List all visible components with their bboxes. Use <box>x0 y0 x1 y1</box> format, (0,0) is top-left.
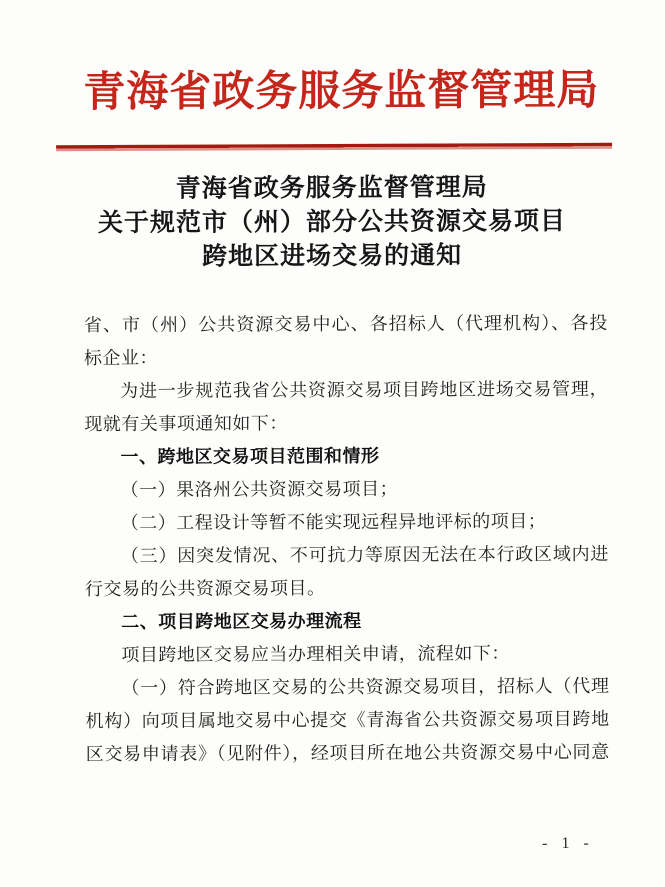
document-title-line-3: 跨地区进场交易的通知 <box>201 242 463 271</box>
body-line: 机构）向项目属地交易中心提交《青海省公共资源交易项目跨地 <box>85 708 610 732</box>
page-number: - 1 - <box>542 834 594 853</box>
body-line: （三）因突发情况、不可抗力等原因无法在本行政区域内进 <box>120 543 609 566</box>
body-line: 现就有关事项通知如下： <box>84 413 288 435</box>
body-line: （二）工程设计等暂不能实现远程异地评标的项目； <box>120 511 547 533</box>
body-line: （一）符合跨地区交易的公共资源交易项目，招标人（代理 <box>121 675 610 698</box>
body-line: （一）果洛州公共资源交易项目； <box>120 478 399 500</box>
body-line: 一、跨地区交易项目范围和情形 <box>120 445 380 467</box>
document-body <box>84 307 610 771</box>
document-title-line-1: 青海省政务服务监督管理局 <box>175 174 488 203</box>
document-title <box>0 171 665 276</box>
body-line: 行交易的公共资源交易项目。 <box>84 578 326 600</box>
body-line: 二、项目跨地区交易办理流程 <box>121 610 362 632</box>
body-line: 标企业： <box>83 347 159 369</box>
letterhead-divider <box>56 143 612 151</box>
body-line: 区交易申请表》（见附件），经项目所在地公共资源交易中心同意 <box>85 741 610 765</box>
body-line: 为进一步规范我省公共资源交易项目跨地区进场交易管理， <box>120 378 609 401</box>
body-line: 项目跨地区交易应当办理相关申请，流程如下： <box>121 643 510 665</box>
body-line: 省、市（州）公共资源交易中心、各招标人（代理机构）、各投 <box>83 312 608 336</box>
letterhead-title: 青海省政务服务监督管理局 <box>83 67 600 117</box>
document-title-line-2: 关于规范市（州）部分公共资源交易项目 <box>97 207 566 238</box>
